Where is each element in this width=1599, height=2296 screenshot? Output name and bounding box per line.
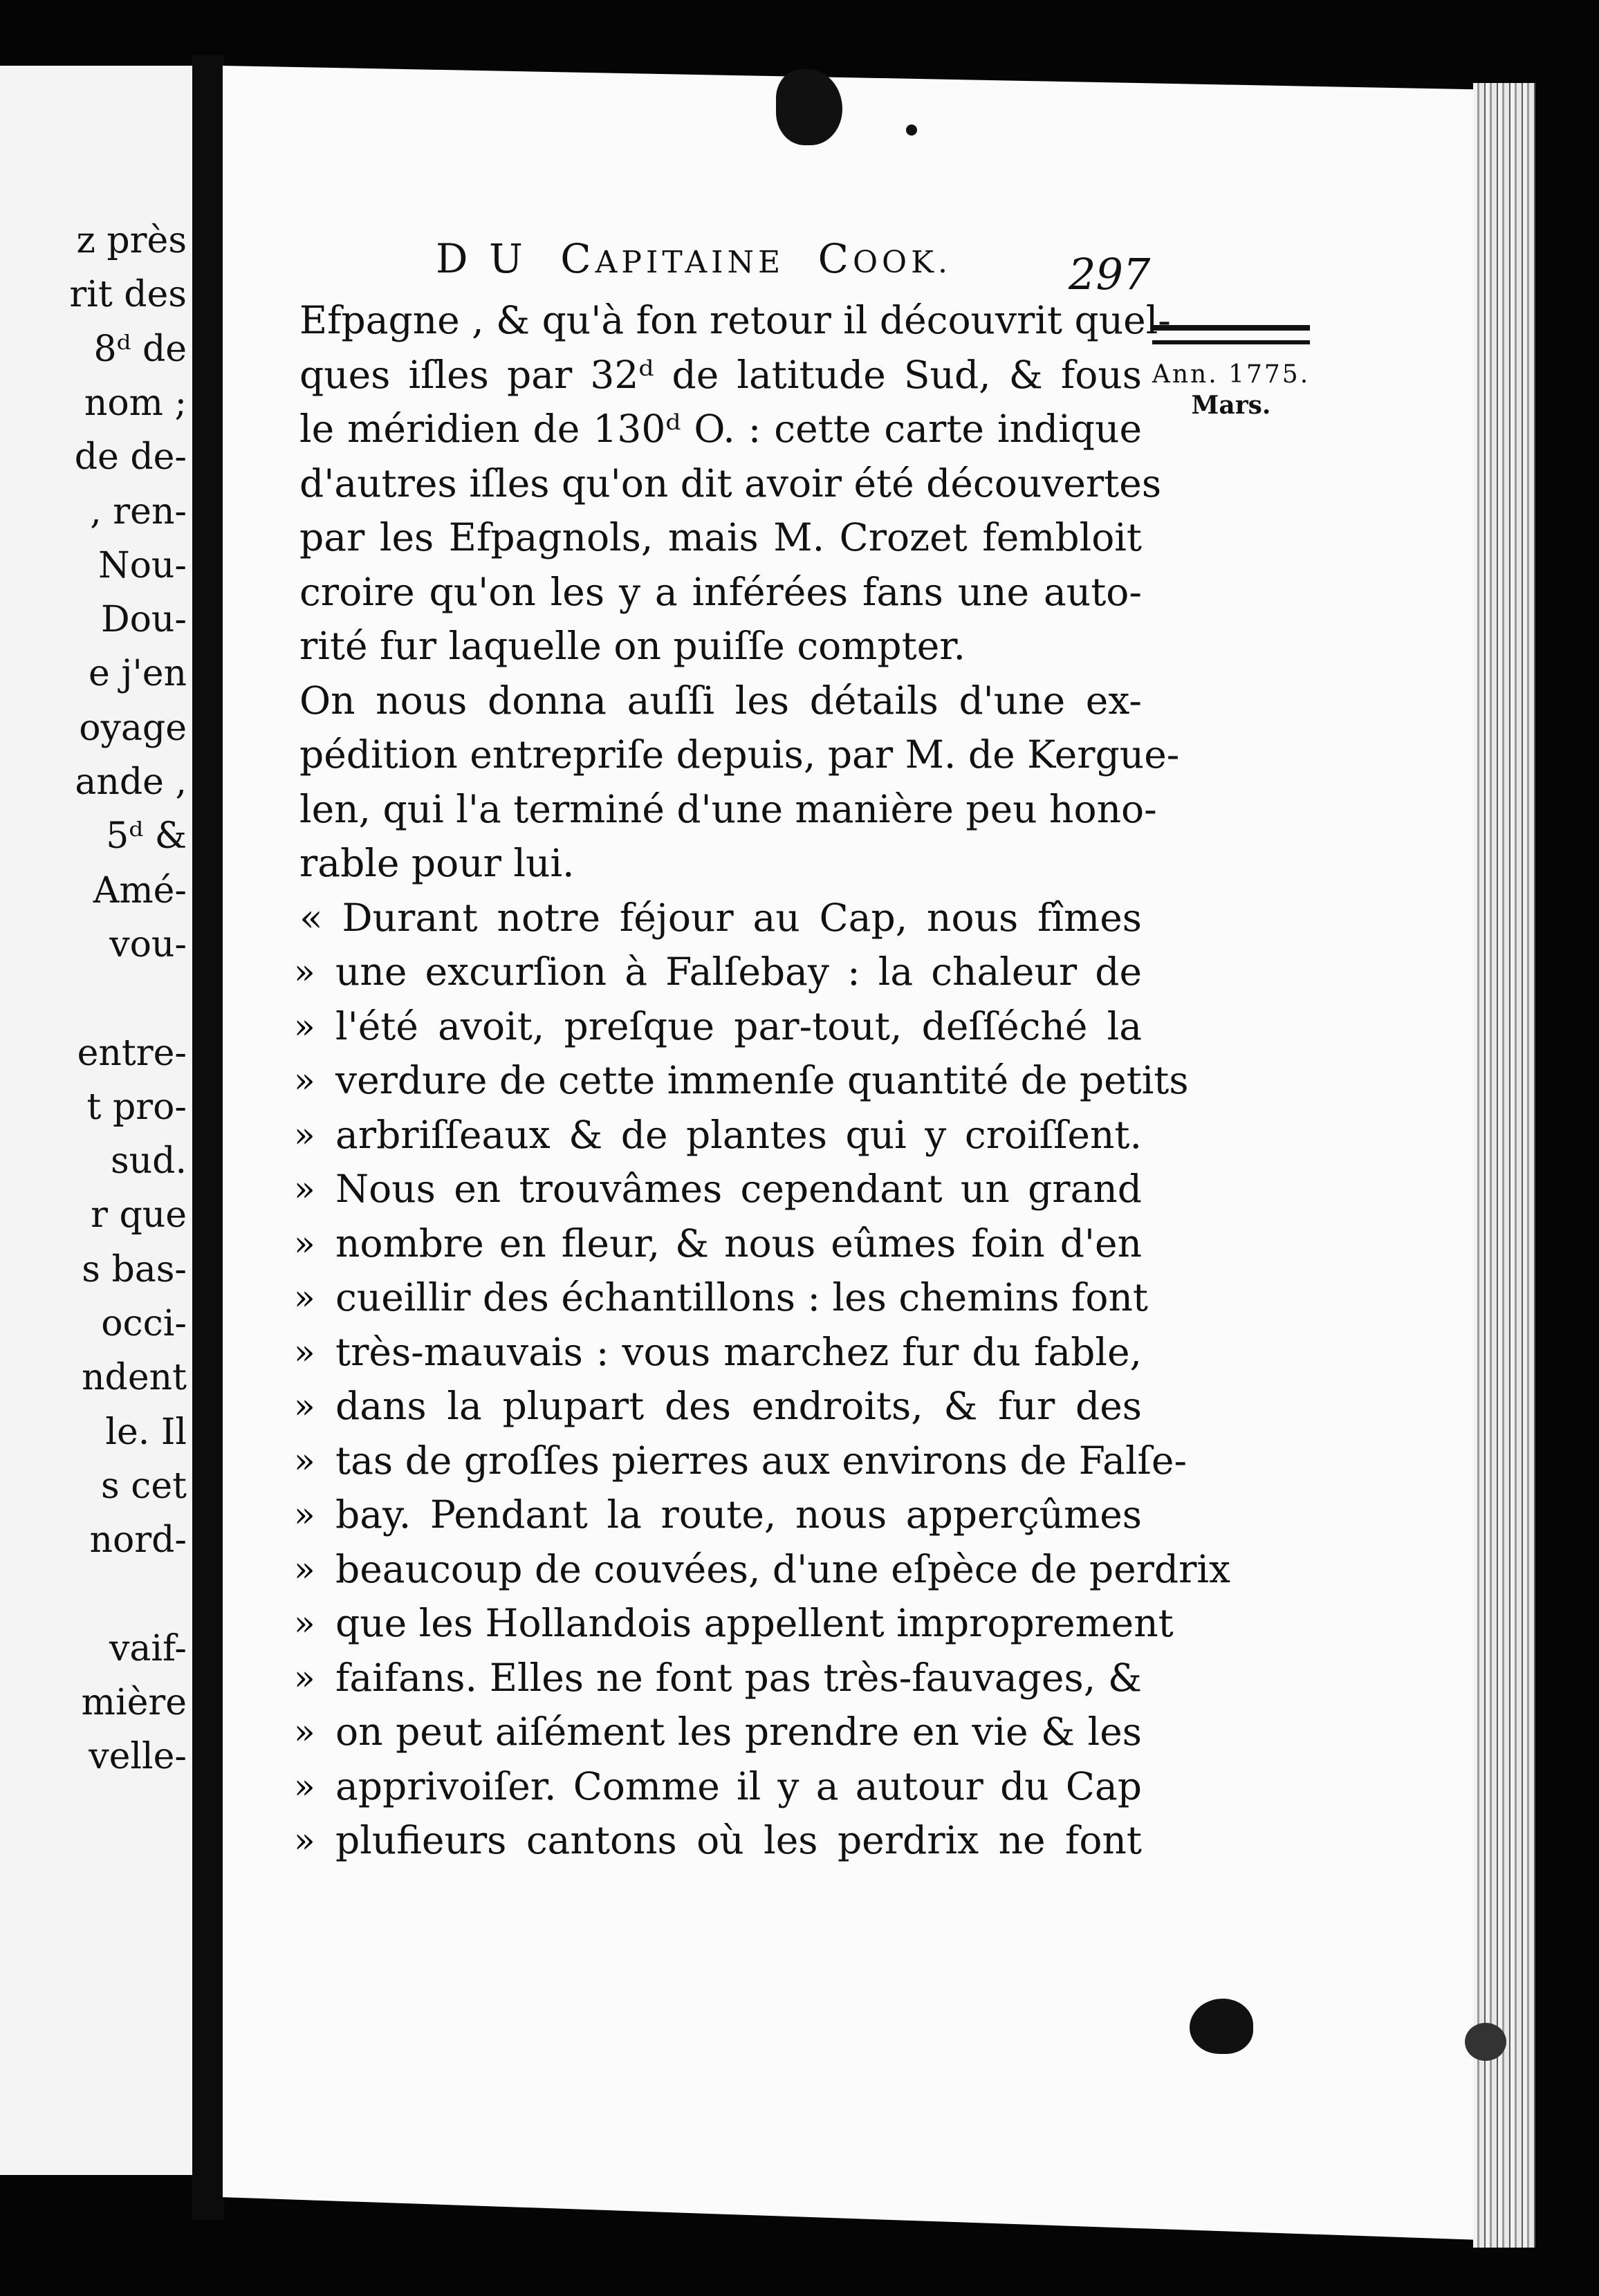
- quote-mark: »: [294, 1548, 315, 1589]
- line-text: une excurſion à Falſebay : la chaleur de: [335, 950, 1142, 994]
- quote-mark: »: [294, 1494, 315, 1535]
- quote-mark: »: [294, 1820, 315, 1860]
- line-text: « Durant notre féjour au Cap, nous fîmes: [299, 895, 1142, 940]
- running-head-word-2: OOK.: [852, 245, 952, 280]
- running-head-lead: D U: [436, 235, 527, 282]
- text-line: [299, 674, 1142, 727]
- quote-mark: »: [294, 1277, 315, 1317]
- quote-mark: »: [294, 1657, 315, 1698]
- text-line: [294, 1814, 1142, 1867]
- ink-blot-top: [776, 69, 842, 145]
- previous-page-fragment: ndent: [82, 1357, 187, 1399]
- quote-mark: »: [294, 1712, 315, 1752]
- quote-mark: »: [294, 1386, 315, 1426]
- running-head-word: APITAINE: [595, 245, 785, 280]
- previous-page-fragment: 8ᵈ de: [93, 328, 187, 370]
- running-head-initial-2: C: [817, 235, 853, 282]
- line-text: par les Efpagnols, mais M. Crozet fembloit: [299, 515, 1142, 559]
- line-text: bay. Pendant la route, nous apperçûmes: [335, 1492, 1142, 1537]
- previous-page-fragment: mière: [81, 1682, 187, 1724]
- text-line: [299, 349, 1142, 401]
- line-text: cueillir des échantillons : les chemins font: [335, 1275, 1148, 1320]
- line-text: tas de groſſes pierres aux environs de Falſe-: [335, 1438, 1187, 1483]
- previous-page-fragment: Dou-: [100, 599, 187, 641]
- previous-page-fragment: occi-: [101, 1303, 187, 1344]
- previous-page-fragment: velle-: [89, 1736, 187, 1778]
- quote-mark: »: [294, 1060, 315, 1100]
- text-line: [294, 1163, 1142, 1215]
- page-edge: [1473, 83, 1535, 2248]
- previous-page-fragment: , ren-: [90, 490, 187, 533]
- previous-page-fragment: nom ;: [84, 382, 187, 424]
- book-gutter: [192, 55, 224, 2220]
- text-line: [294, 1217, 1142, 1270]
- line-text: rable pour lui.: [299, 841, 575, 885]
- quote-mark: »: [294, 1114, 315, 1155]
- line-text: d'autres iſles qu'on dit avoir été découvertes: [299, 461, 1162, 506]
- line-text: que les Hollandois appellent improprement: [335, 1601, 1174, 1645]
- quote-mark: »: [294, 1331, 315, 1372]
- text-line: [299, 837, 1142, 889]
- previous-page-fragment: s bas-: [82, 1248, 187, 1290]
- text-line: [299, 620, 1142, 672]
- line-text: on peut aiſément les prendre en vie & les: [335, 1710, 1142, 1754]
- text-line: [294, 1760, 1142, 1813]
- line-text: faifans. Elles ne font pas très-fauvages, &: [335, 1655, 1142, 1700]
- previous-page-fragment: z près: [76, 220, 187, 261]
- previous-page-fragment: t pro-: [86, 1086, 187, 1128]
- previous-page-fragment: entre-: [77, 1032, 187, 1074]
- line-text: arbriſſeaux & de plantes qui y croiſſent.: [335, 1112, 1142, 1157]
- text-line: [294, 1651, 1142, 1704]
- previous-page-fragment: rit des: [69, 274, 187, 316]
- ink-dot-top: [906, 124, 917, 136]
- line-text: apprivoiſer. Comme il y a autour du Cap: [335, 1763, 1142, 1808]
- quote-mark: »: [294, 1440, 315, 1481]
- quote-mark: »: [294, 1766, 315, 1806]
- line-text: croire qu'on les y a inférées fans une auto-: [299, 569, 1142, 614]
- running-head-initial: C: [560, 235, 595, 282]
- previous-page-fragment: Amé-: [93, 869, 187, 911]
- text-line: [299, 728, 1180, 781]
- text-line: [299, 891, 1142, 944]
- margin-month: Mars.: [1191, 391, 1271, 420]
- line-text: verdure de cette immenſe quantité de petits: [335, 1058, 1189, 1102]
- quote-mark: »: [294, 1223, 315, 1263]
- line-text: pédition entrepriſe depuis, par M. de Kergue-: [299, 732, 1180, 777]
- text-line: [299, 783, 1157, 835]
- text-line: [294, 1271, 1148, 1324]
- text-line: [299, 402, 1142, 455]
- text-line: [294, 1326, 1142, 1378]
- running-head: [436, 235, 952, 282]
- previous-page-fragment: Nou-: [98, 544, 187, 586]
- line-text: le méridien de 130ᵈ O. : cette carte indique: [299, 407, 1142, 451]
- quote-mark: »: [294, 1169, 315, 1209]
- text-line: [299, 511, 1142, 564]
- text-line: [299, 457, 1162, 510]
- previous-page-fragment: nord-: [89, 1519, 187, 1562]
- text-line: [294, 945, 1142, 998]
- quote-mark: »: [294, 1603, 315, 1643]
- text-line: [299, 294, 1171, 346]
- ink-blot-bottom: [1190, 1999, 1253, 2054]
- previous-page: [0, 66, 192, 2175]
- previous-page-fragment: e j'en: [89, 653, 187, 695]
- line-text: On nous donna auſſi les détails d'une ex-: [299, 678, 1142, 723]
- line-text: len, qui l'a terminé d'une manière peu hono-: [299, 786, 1157, 831]
- line-text: ques iſles par 32ᵈ de latitude Sud, & fous: [299, 352, 1142, 397]
- page-number: 297: [1069, 249, 1151, 299]
- line-text: rité fur laquelle on puiſſe compter.: [299, 624, 965, 668]
- line-text: Efpagne , & qu'à fon retour il découvrit quel-: [299, 298, 1171, 342]
- line-text: beaucoup de couvées, d'une eſpèce de perdrix: [335, 1546, 1231, 1591]
- text-line: [294, 1434, 1187, 1487]
- line-text: plufieurs cantons où les perdrix ne font: [335, 1818, 1142, 1862]
- previous-page-fragment: s cet: [100, 1465, 187, 1507]
- text-line: [294, 1597, 1174, 1649]
- previous-page-fragment: oyage: [79, 707, 187, 749]
- text-line: [294, 1705, 1142, 1758]
- previous-page-fragment: de de-: [74, 436, 187, 479]
- quote-mark: »: [294, 1006, 315, 1046]
- previous-page-fragment: r que: [91, 1194, 187, 1237]
- previous-page-fragment: le. Il: [105, 1411, 187, 1453]
- text-line: [299, 566, 1142, 618]
- margin-year: Ann. 1775.: [1152, 360, 1311, 389]
- margin-note: [1148, 325, 1314, 420]
- text-line: [294, 1488, 1142, 1541]
- line-text: nombre en fleur, & nous eûmes foin d'en: [335, 1221, 1142, 1266]
- quote-mark: »: [294, 952, 315, 992]
- previous-page-fragment: vou-: [109, 923, 187, 965]
- previous-page-fragment: vaif-: [109, 1627, 187, 1669]
- previous-page-fragment: ande ,: [75, 761, 187, 803]
- text-line: [294, 1109, 1142, 1161]
- ink-blot-edge: [1465, 2023, 1506, 2061]
- line-text: Nous en trouvâmes cependant un grand: [335, 1167, 1142, 1211]
- text-line: [294, 1380, 1142, 1432]
- previous-page-fragment: 5ᵈ &: [106, 815, 187, 858]
- previous-page-fragment: sud.: [111, 1140, 187, 1183]
- line-text: dans la plupart des endroits, & fur des: [335, 1384, 1142, 1428]
- text-line: [294, 1054, 1189, 1107]
- line-text: l'été avoit, preſque par-tout, deſſéché la: [335, 1003, 1142, 1048]
- text-line: [294, 1543, 1231, 1595]
- text-line: [294, 1000, 1142, 1053]
- line-text: très-mauvais : vous marchez fur du fable,: [335, 1329, 1142, 1374]
- margin-rule: [1152, 325, 1310, 344]
